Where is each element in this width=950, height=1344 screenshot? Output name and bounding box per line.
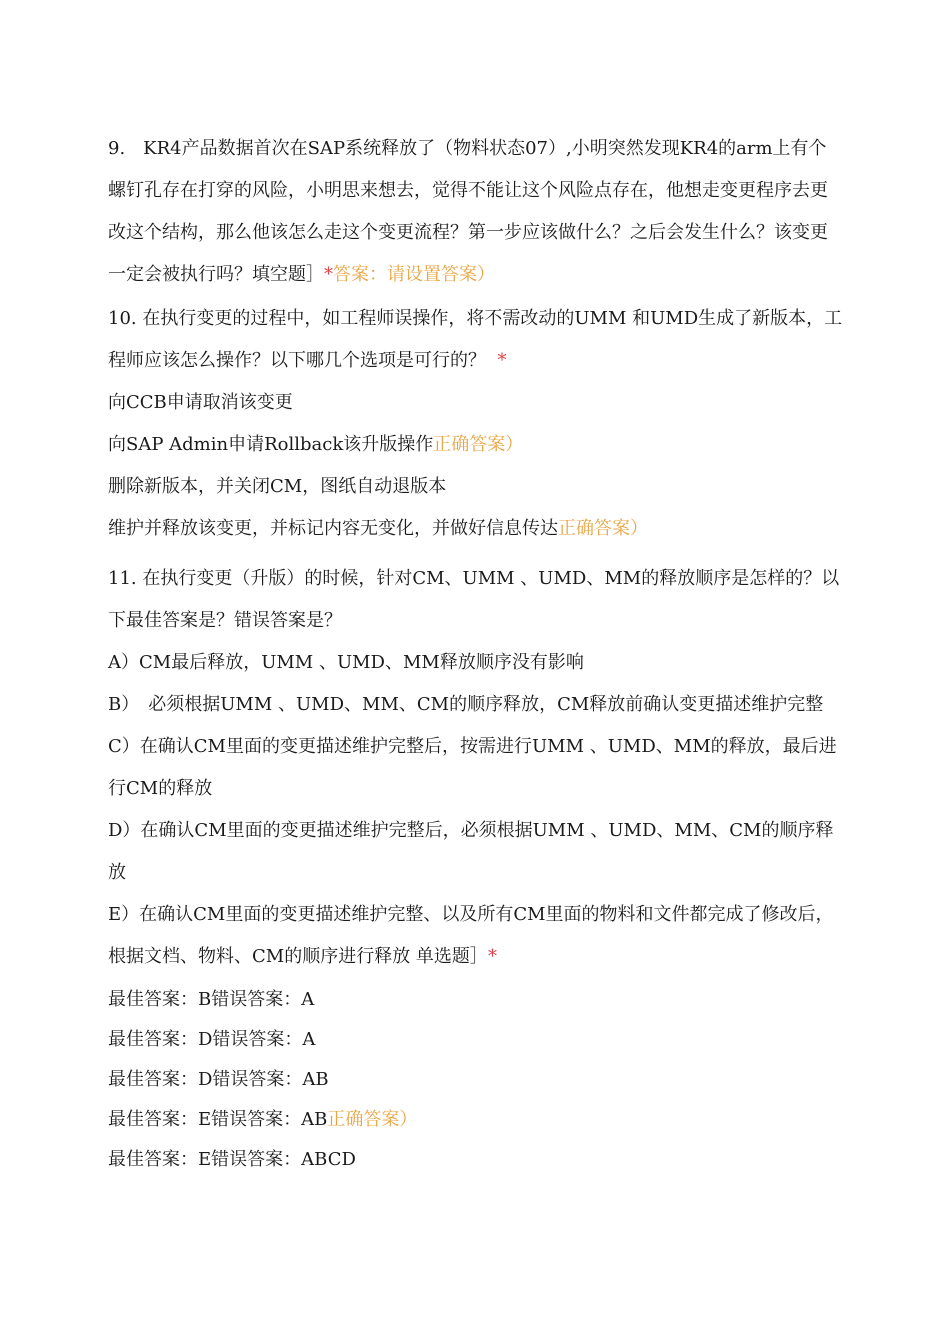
option-text: 最佳答案：D错误答案：A xyxy=(108,1029,316,1050)
statement-e-text: E）在确认CM里面的变更描述维护完整、以及所有CM里面的物料和文件都完成了修改后，根据文档、物料、CM的顺序进行释放 单选题］ xyxy=(108,904,834,967)
correct-answer-tag: 正确答案） xyxy=(327,1109,418,1130)
option-text: 删除新版本，并关闭CM，图纸自动退版本 xyxy=(108,476,447,497)
statement-b: B） 必须根据UMM 、UMD、MM、CM的顺序释放，CM释放前确认变更描述维护完整 xyxy=(108,694,824,715)
option-item[interactable] xyxy=(108,508,843,550)
question-9-text: 9. KR4产品数据首次在SAP系统释放了（物料状态07）,小明突然发现KR4的arm上有个螺钉孔存在打穿的风险，小明思来想去，觉得不能让这个风险点存在，他想走变更程序去更改这个结构，那么他该怎么走这个变更流程？第一步应该做什么？之后会发生什么？该变更一定会被执行吗？填空题］ xyxy=(108,138,828,285)
question-11-text: 11. 在执行变更（升版）的时候，针对CM、UMM 、UMD、MM的释放顺序是怎样的？以下最佳答案是？错误答案是？ xyxy=(108,568,840,631)
option-item[interactable] xyxy=(108,1100,843,1140)
question-10 xyxy=(108,298,843,382)
option-text: 最佳答案：D错误答案：AB xyxy=(108,1069,329,1090)
required-mark: * xyxy=(487,946,497,967)
question-9 xyxy=(108,128,843,296)
option-item[interactable] xyxy=(108,1140,843,1180)
option-item[interactable] xyxy=(108,382,843,424)
correct-answer-tag: 正确答案） xyxy=(558,518,648,539)
statement-e xyxy=(108,894,843,978)
option-item[interactable] xyxy=(108,1060,843,1100)
statement-d: D）在确认CM里面的变更描述维护完整后，必须根据UMM 、UMD、MM、CM的顺序释放 xyxy=(108,820,834,883)
option-text: 向SAP Admin申请Rollback该升版操作 xyxy=(108,434,434,455)
option-text: 向CCB申请取消该变更 xyxy=(108,392,293,413)
option-item[interactable] xyxy=(108,466,843,508)
required-mark: * xyxy=(324,264,333,285)
question-10-text: 10. 在执行变更的过程中，如工程师误操作，将不需改动的UMM 和UMD生成了新版本，工程师应该怎么操作？以下哪几个选项是可行的？ xyxy=(108,308,843,371)
question-9-answer: 答案：请设置答案） xyxy=(333,264,495,285)
required-mark: * xyxy=(497,350,507,371)
statement-a: A）CM最后释放，UMM 、UMD、MM释放顺序没有影响 xyxy=(108,652,584,673)
question-11 xyxy=(108,558,843,642)
option-text: 最佳答案：E错误答案：AB xyxy=(108,1109,328,1130)
option-item[interactable] xyxy=(108,424,843,466)
correct-answer-tag: 正确答案） xyxy=(433,434,524,455)
statement-c: C）在确认CM里面的变更描述维护完整后，按需进行UMM 、UMD、MM的释放，最后进行CM的释放 xyxy=(108,736,837,799)
option-item[interactable] xyxy=(108,1020,843,1060)
option-text: 最佳答案：E错误答案：ABCD xyxy=(108,1149,356,1170)
option-text: 最佳答案：B错误答案：A xyxy=(108,989,315,1010)
option-item[interactable] xyxy=(108,980,843,1020)
option-text: 维护并释放该变更，并标记内容无变化，并做好信息传达 xyxy=(108,518,558,539)
question-list xyxy=(108,128,843,1180)
